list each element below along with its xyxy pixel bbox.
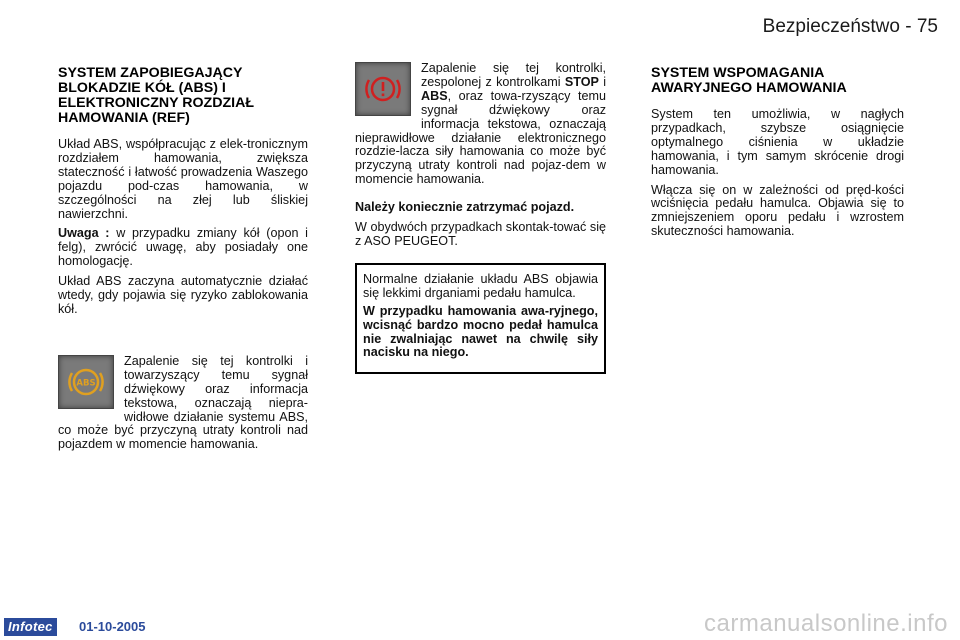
assist-section-title bbox=[651, 66, 904, 96]
stop-label: STOP bbox=[564, 74, 599, 89]
abs-icon-text: ABS bbox=[76, 378, 96, 389]
abs-info-box bbox=[355, 263, 606, 374]
ref-warning-part1: Zapalenie się tej kontrolki, zespolonej z kontrolkami bbox=[421, 61, 606, 89]
abs-note bbox=[58, 227, 308, 269]
abs-warning-text: Zapalenie się tej kontrolki i towarzyszący temu sygnał dźwiękowy oraz informacja tekstowa, oznaczają niepra-widłowe działanie systemu ABS, co może być przyczyną utraty kontroli nad pojazdem w momencie hamowania. bbox=[58, 353, 308, 452]
assist-activation-text: Włącza się on w zależności od pręd-kości wciśnięcia pedału hamulca. Objawia się to zmniejszeniem oporu pedału i wzrostem skuteczności hamowania. bbox=[651, 182, 904, 239]
abs-warning-block bbox=[58, 355, 308, 452]
ref-warning-part2: , oraz towa-rzyszący temu sygnał dźwiękowy oraz informacja tekstowa, oznaczają nieprawidłowe działanie elektronicznego rozdzie-lacza siły hamowania co może być przyczyną utraty kontroli nad pojaz-dem w momencie hamowania. bbox=[355, 88, 606, 187]
note-label: Uwaga : bbox=[58, 226, 110, 241]
infotec-logo: Infotec bbox=[4, 618, 57, 636]
abs-title-line-1: SYSTEM ZAPOBIEGAJĄCY bbox=[58, 65, 243, 81]
footer-date: 01-10-2005 bbox=[79, 619, 146, 634]
emergency-braking-text: W przypadku hamowania awa-ryjnego, wcisnąć bardzo mocno pedał hamulca nie zwalniając nawet na chwilę siły nacisku na niego. bbox=[363, 303, 598, 360]
abs-title-line-2: BLOKADZIE KÓŁ (ABS) I bbox=[58, 80, 226, 96]
brake-warning-icon bbox=[355, 62, 411, 116]
abs-warning-icon bbox=[58, 355, 114, 409]
abs-section-title bbox=[58, 66, 308, 126]
abs-label: ABS bbox=[421, 88, 448, 103]
abs-section bbox=[58, 66, 308, 458]
abs-title-line-4: HAMOWANIA (REF) bbox=[58, 110, 190, 126]
watermark: carmanualsonline.info bbox=[704, 610, 948, 637]
note-text: w przypadku zmiany kół (opon i felg), zwrócić uwagę, aby posiadały one homologację. bbox=[58, 226, 308, 269]
ref-warning-section bbox=[355, 62, 606, 374]
and-word: i bbox=[598, 74, 606, 89]
contact-dealer-text: W obydwóch przypadkach skontak-tować się z ASO PEUGEOT. bbox=[355, 220, 606, 248]
page-title: Bezpieczeństwo - 75 bbox=[762, 16, 938, 37]
assist-section bbox=[651, 66, 904, 245]
abs-title-line-3: ELEKTRONICZNY ROZDZIAŁ bbox=[58, 95, 254, 111]
abs-activation-text: Układ ABS zaczyna automatycznie działać wtedy, gdy pojawia się ryzyko zablokowania kół. bbox=[58, 274, 308, 316]
assist-title-line-2: AWARYJNEGO HAMOWANIA bbox=[651, 80, 847, 96]
assist-title-line-1: SYSTEM WSPOMAGANIA bbox=[651, 65, 825, 81]
must-stop-text: Należy koniecznie zatrzymać pojazd. bbox=[355, 200, 575, 215]
assist-description: System ten umożliwia, w nagłych przypadkach, szybsze osiągnięcie optymalnego ciśnienia w układzie hamowania, i tym samym skrócenie drogi hamowania. bbox=[651, 107, 904, 177]
abs-description: Układ ABS, współpracując z elek-tronicznym rozdziałem hamowania, zwiększa stateczność i łatwość prowadzenia Waszego pojazdu pod-czas hamowania, w szczególności na złej lub śliskiej nawierzchni. bbox=[58, 137, 308, 221]
abs-normal-operation-text: Normalne działanie układu ABS objawia się lekkimi drganiami pedału hamulca. bbox=[363, 271, 598, 300]
